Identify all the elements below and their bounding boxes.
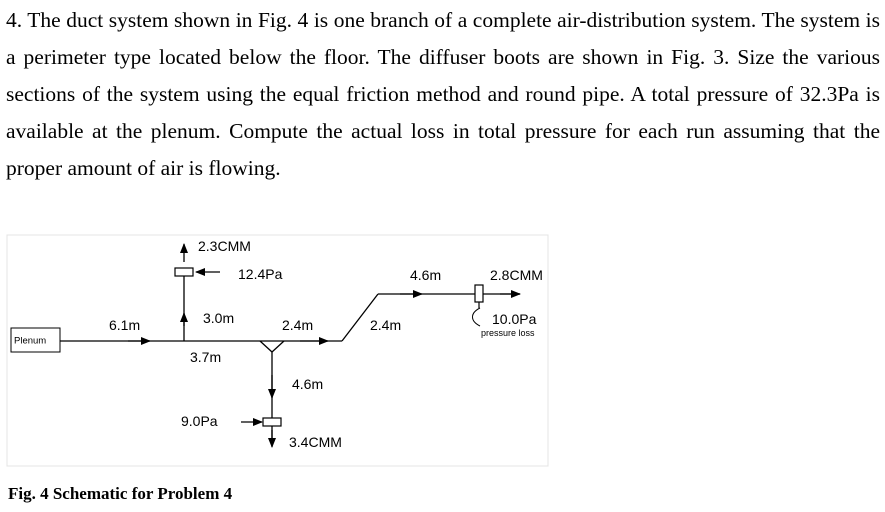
label-4-6m-down: 4.6m [292, 376, 324, 392]
problem-statement: 4. The duct system shown in Fig. 4 is one branch of a complete air-distribution system. The system is a perimeter type located below the floor. The diffuser boots are shown in Fig. 3. Size the various sections of the system using the equal friction method and round pipe. A total pressure of 32.3Pa is available at the plenum. Compute the actual loss in total pressure for each run assuming that the proper amount of air is flowing. [6, 8, 880, 180]
label-3-7m: 3.7m [190, 349, 222, 365]
plenum-label: Plenum [14, 335, 47, 347]
top-diffuser [175, 268, 193, 276]
label-top-flow: 2.3CMM [198, 238, 251, 254]
label-top-loss: 12.4Pa [238, 266, 283, 282]
bottom-diffuser [263, 418, 281, 426]
label-right-loss: 10.0Pa [492, 311, 537, 327]
label-bottom-loss: 9.0Pa [181, 413, 218, 429]
label-2-4m-main: 2.4m [282, 317, 314, 333]
right-diffuser [475, 285, 483, 302]
label-2-4m-diag: 2.4m [370, 317, 402, 333]
label-pressure-loss: pressure loss [481, 328, 535, 338]
duct-schematic [0, 225, 885, 475]
tee-left [260, 341, 272, 352]
right-loss-pointer [473, 308, 481, 326]
label-bottom-flow: 3.4CMM [289, 434, 342, 450]
tee-right [272, 341, 284, 352]
label-4-6m-right: 4.6m [410, 267, 442, 283]
label-3-0m: 3.0m [203, 310, 235, 326]
label-right-flow: 2.8CMM [490, 267, 543, 283]
label-6-1m: 6.1m [109, 317, 141, 333]
figure-caption: Fig. 4 Schematic for Problem 4 [8, 484, 233, 503]
